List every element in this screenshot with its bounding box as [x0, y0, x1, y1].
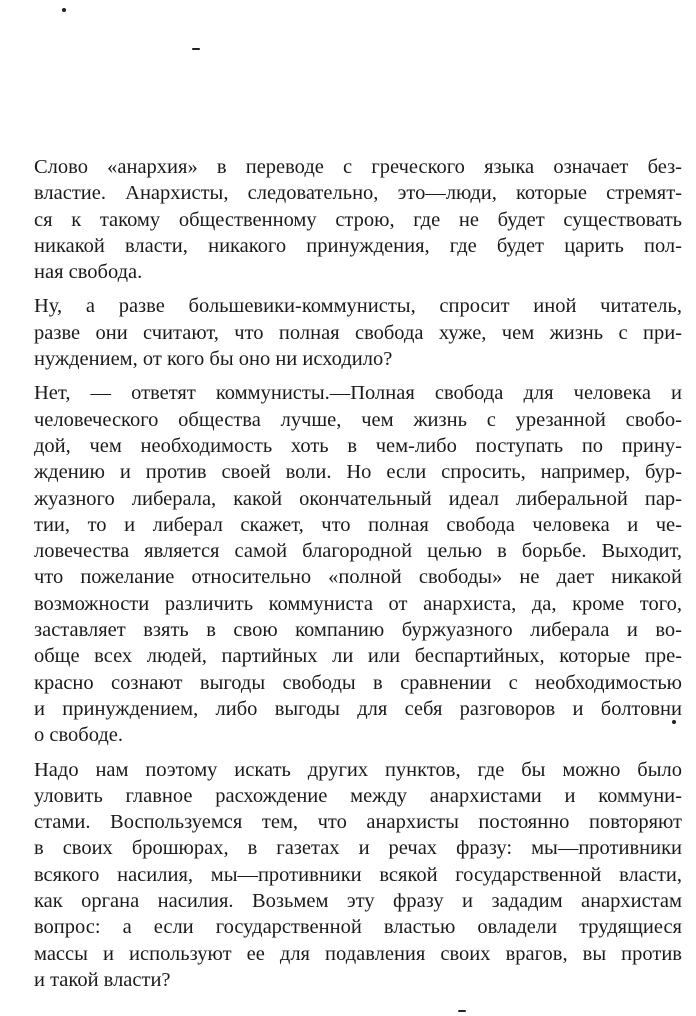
text-line: стами. Воспользуемся тем, что анархисты постоянно повторяют [34, 811, 682, 834]
text-line: что пожелание относительно «полной свободы» не дает никакой [34, 566, 682, 589]
text-line: уловить главное расхождение между анархистами и коммуни- [34, 784, 682, 807]
text-line: как органа насилия. Возьмем эту фразу и зададим анархистам [34, 890, 682, 913]
text-line: ся к такому общественному строю, где не будет существовать [34, 208, 682, 231]
text-line: обще всех людей, партийных ли или беспартийных, которые пре- [34, 645, 682, 668]
print-speck [62, 8, 66, 12]
paragraph-communist-answer [34, 380, 682, 748]
text-line: Надо нам поэтому искать других пунктов, где бы можно было [34, 758, 682, 781]
text-line: властие. Анархисты, следовательно, это—люди, которые стремят- [34, 182, 682, 205]
text-line: ловечества является самой благородной целью в борьбе. Выходит, [34, 540, 682, 563]
text-line: заставляет взять в свою компанию буржуазного либерала и во- [34, 619, 682, 642]
text-line: ждению и против своей воли. Но если спросить, например, бур- [34, 461, 682, 484]
text-line: возможности различить коммуниста от анархиста, да, кроме того, [34, 592, 682, 615]
text-line: жуазного либерала, какой окончательный идеал либеральной пар- [34, 487, 682, 510]
text-line: красно сознают выгоды свободы в сравнении с необходимостью [34, 671, 682, 694]
text-line: никакой власти, никакого принуждения, где будет царить пол- [34, 234, 682, 257]
text-line: Слово «анархия» в переводе с греческого языка означает без- [34, 156, 682, 178]
body-text [34, 154, 682, 993]
text-line: в своих брошюрах, в газетах и речах фразу: мы—противники [34, 837, 682, 860]
paragraph-reader-question [34, 293, 682, 372]
text-line: вопрос: а если государственной властью овладели трудящиеся [34, 916, 682, 939]
text-line: человеческого общества лучше, чем жизнь с урезанной свобо- [34, 408, 682, 431]
text-line: ная свобода. [34, 261, 143, 284]
text-line: тии, то и либерал скажет, что полная свобода человека и че- [34, 513, 682, 536]
text-line: и такой власти? [34, 968, 171, 991]
print-speck [192, 48, 200, 50]
text-line: Нет, — ответят коммунисты.—Полная свобода для человека и [34, 382, 682, 405]
text-line: массы и используют ее для подавления своих врагов, вы против [34, 942, 682, 965]
text-line: нуждением, от кого бы оно ни исходило? [34, 348, 393, 371]
text-line: всякого насилия, мы—противники всякой государственной власти, [34, 863, 682, 886]
text-line: о свободе. [34, 724, 124, 747]
text-line: разве они считают, что полная свобода хуже, чем жизнь с при- [34, 321, 682, 344]
text-line: Ну, а разве большевики-коммунисты, спросит иной читатель, [34, 295, 682, 318]
text-line: и принуждением, либо выгоды для себя разговоров и болтовни [34, 697, 682, 720]
print-speck [458, 1010, 466, 1012]
paragraph-anarchy-definition [34, 154, 682, 285]
text-line: дой, чем необходимость хоть в чем-либо поступать по прину- [34, 434, 682, 457]
paragraph-main-divergence [34, 757, 682, 994]
